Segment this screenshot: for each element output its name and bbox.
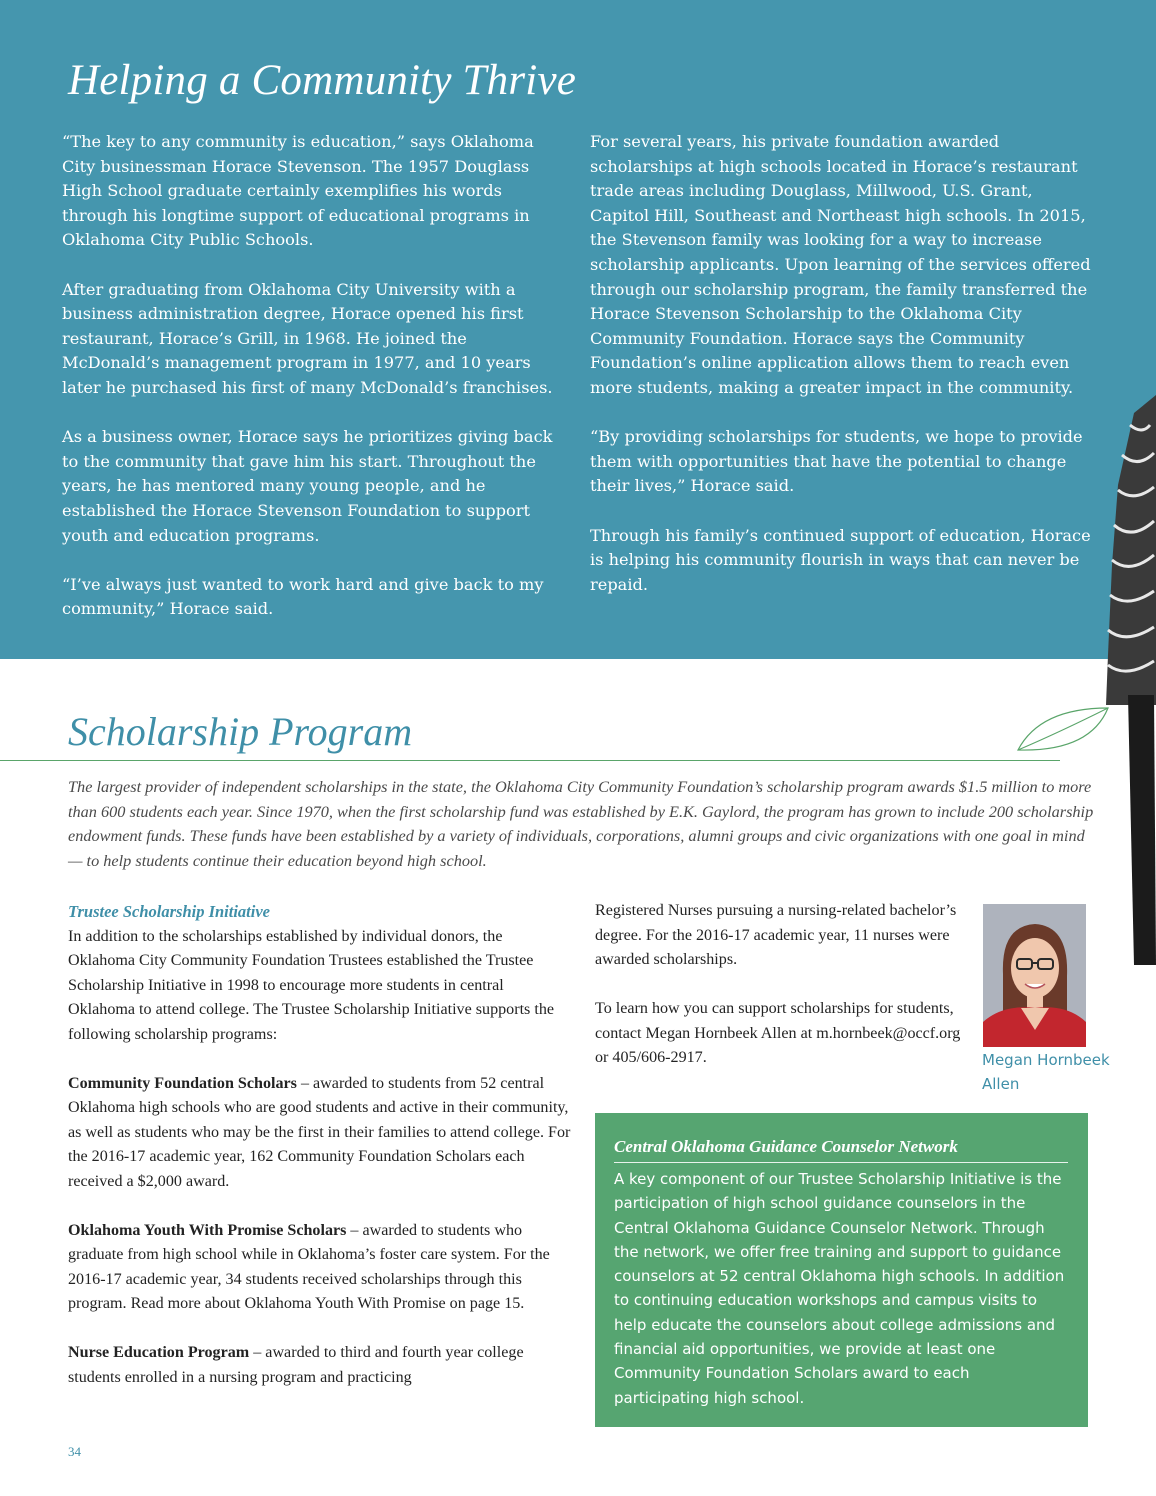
network-text: A key component of our Trustee Scholarship Initiative is the participation of high school guidance counselors in the Central Oklahoma Guidance Counselor Network. Through the network, we offer free training and support to guidance counselors at 52 central Oklahoma high schools. In addition to continuing education workshops and campus visits to help educate the counselors about college admissions and financial aid opportunities, we provide at least one Community Foundation Scholars award to each participating high school. [614, 1170, 1065, 1407]
contact-text: To learn how you can support scholarships for students, contact Megan Hornbeek Allen at m.hornbeek@occf.org or 405/606-2917. [595, 1000, 961, 1066]
portrait-illustration [983, 904, 1086, 1047]
scholarship-left-column [68, 900, 573, 1415]
section-title: Scholarship Program [68, 709, 413, 754]
program-text: – awarded to third and fourth year college students enrolled in a nursing program and practicing [68, 1344, 524, 1386]
leaf-icon [1010, 700, 1120, 770]
program-name: Nurse Education Program [68, 1344, 250, 1361]
megan-portrait-photo [983, 904, 1086, 1047]
network-heading: Central Oklahoma Guidance Counselor Network [614, 1135, 1068, 1163]
hero-section [0, 0, 1156, 659]
photo-caption: Megan Hornbeek Allen [982, 1051, 1110, 1093]
program-name: Community Foundation Scholars [68, 1074, 297, 1092]
person-photo-edge [1104, 395, 1156, 965]
program-item [68, 1072, 573, 1195]
hero-left-column [62, 130, 562, 646]
program-item [68, 1219, 573, 1317]
trustee-text: In addition to the scholarships established by individual donors, the Oklahoma City Community Foundation Trustees established the Trustee Scholarship Initiative in 1998 to encourage more students in central Oklahoma to attend college. The Trustee Scholarship Initiative supports the following scholarship programs: [68, 927, 555, 1043]
hero-title: Helping a Community Thrive [68, 57, 577, 104]
hero-right-column [590, 130, 1095, 622]
hero-paragraph: “The key to any community is education,” says Oklahoma City businessman Horace Stevenson. The 1957 Douglass High School graduate certainly exemplifies his words through his longtime support of educational programs in Oklahoma City Public Schools. [62, 132, 534, 250]
hero-paragraph: After graduating from Oklahoma City University with a business administration degree, Horace opened his first restaurant, Horace’s Grill, in 1968. He joined the McDonald’s management program in 1977, and 10 years later he purchased his first of many McDonald’s franchises. [62, 279, 553, 397]
program-item [68, 1341, 573, 1390]
hero-paragraph: For several years, his private foundation awarded scholarships at high schools located in Horace’s restaurant trade areas including Douglass, Millwood, U.S. Grant, Capitol Hill, Southeast and Northeast high schools. In 2015, the Stevenson family was looking for a way to increase scholarship applicants. Upon learning of the services offered through our scholarship program, the family transferred the Horace Stevenson Scholarship to the Oklahoma City Community Foundation. Horace says the Community Foundation’s online application allows them to reach even more students, making a greater impact in the community. [590, 132, 1091, 397]
section-divider [0, 760, 1060, 761]
hero-paragraph: As a business owner, Horace says he prioritizes giving back to the community that gave him his start. Throughout the years, he has mentored many young people, and he established the Horace Stevenson Foundation to support youth and education programs. [62, 427, 553, 545]
nurse-continued-text: Registered Nurses pursuing a nursing-related bachelor’s degree. For the 2016-17 academic year, 11 nurses were awarded scholarships. [595, 902, 957, 968]
hero-paragraph: “I’ve always just wanted to work hard and give back to my community,” Horace said. [62, 574, 544, 619]
trustee-heading: Trustee Scholarship Initiative [68, 902, 270, 921]
hero-paragraph: Through his family’s continued support of education, Horace is helping his community flourish in ways that can never be repaid. [590, 525, 1091, 594]
program-text: – awarded to students who graduate from high school while in Oklahoma’s foster care system. For the 2016-17 academic year, 34 students received scholarships through this program. Read more about Oklahoma Youth With Promise on page 15. [68, 1221, 550, 1312]
program-text: – awarded to students from 52 central Oklahoma high schools who are good students and active in their community, as well as students who may be the first in their families to attend college. For the 2016-17 academic year, 162 Community Foundation Scholars each received a $2,000 award. [68, 1074, 571, 1190]
hero-paragraph: “By providing scholarships for students, we hope to provide them with opportunities that have the potential to change their lives,” Horace said. [590, 427, 1083, 496]
page-number: 34 [68, 1444, 81, 1459]
counselor-network-box [595, 1113, 1088, 1427]
scholarship-right-column [595, 899, 975, 1095]
scholarship-intro: The largest provider of independent scholarships in the state, the Oklahoma City Community Foundation’s scholarship program awards $1.5 million to more than 600 students each year. Since 1970, when the first scholarship fund was established by E.K. Gaylord, the program has grown to include 200 scholarship endowment funds. These funds have been established by a variety of individuals, corporations, alumni groups and civic organizations with one goal in mind — to help students continue their education beyond high school. [68, 777, 1094, 870]
program-name: Oklahoma Youth With Promise Scholars [68, 1221, 347, 1239]
